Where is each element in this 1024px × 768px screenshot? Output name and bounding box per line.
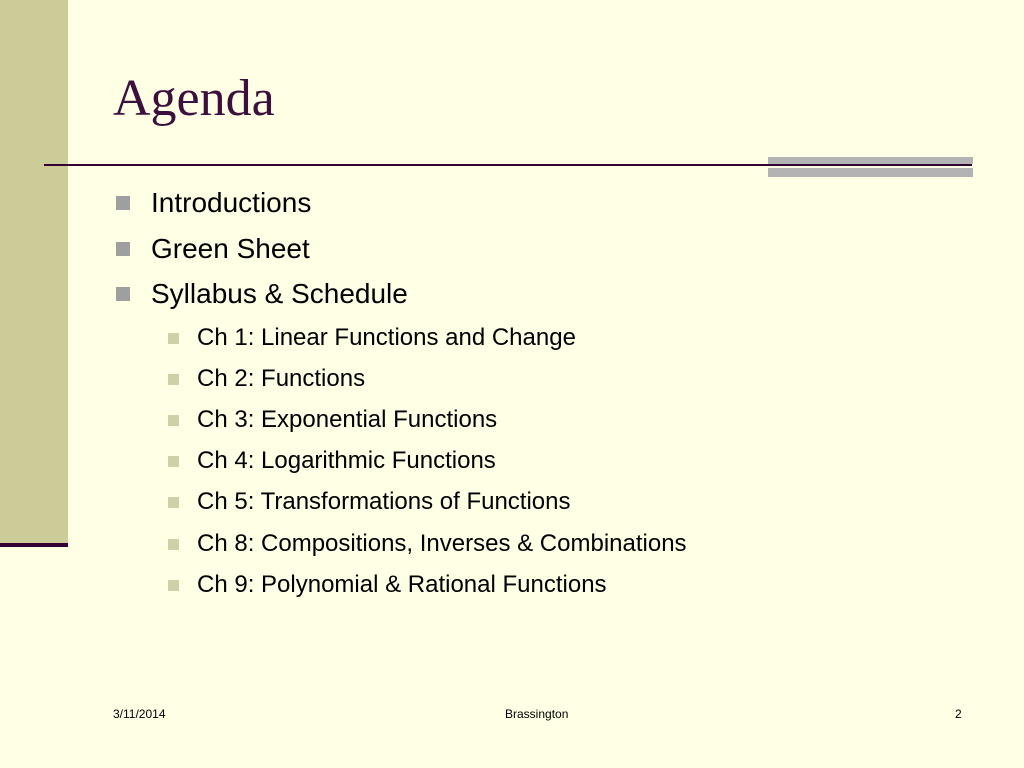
bullet-label: Syllabus & Schedule: [151, 278, 408, 309]
footer-page-number: 2: [955, 707, 962, 721]
sub-bullet-label: Ch 5: Transformations of Functions: [197, 488, 571, 516]
small-square-bullet-icon: [168, 497, 179, 508]
agenda-bullet-list: [115, 180, 687, 605]
small-square-bullet-icon: [168, 580, 179, 591]
sub-bullet-label: Ch 8: Compositions, Inverses & Combinations: [197, 529, 687, 557]
chapter-sub-bullet-list: [166, 317, 687, 605]
sub-bullet-label: Ch 2: Functions: [197, 364, 366, 392]
left-decorative-band: [0, 0, 68, 545]
bullet-green-sheet: [115, 226, 636, 272]
title-underline-rule: [44, 164, 972, 166]
small-square-bullet-icon: [168, 456, 179, 467]
small-square-bullet-icon: [168, 539, 179, 550]
sub-bullet-ch9: [166, 564, 687, 605]
bullet-label: Green Sheet: [151, 232, 310, 264]
sub-bullet-ch1: [166, 317, 687, 358]
square-bullet-icon: [116, 287, 130, 301]
gray-accent-bar-top: [768, 157, 973, 164]
slide-title: Agenda: [113, 70, 275, 127]
small-square-bullet-icon: [168, 333, 179, 344]
small-square-bullet-icon: [168, 374, 179, 385]
sub-bullet-label: Ch 4: Logarithmic Functions: [197, 447, 496, 475]
sub-bullet-label: Ch 9: Polynomial & Rational Functions: [197, 570, 607, 598]
bullet-label: Introductions: [151, 187, 312, 218]
sub-bullet-ch5: [166, 481, 687, 522]
footer-date: 3/11/2014: [113, 707, 166, 721]
square-bullet-icon: [116, 196, 130, 210]
sub-bullet-ch4: [166, 440, 687, 481]
footer-author: Brassington: [505, 707, 569, 721]
sub-bullet-ch2: [166, 358, 687, 399]
chapter-list-container: [115, 317, 687, 605]
small-square-bullet-icon: [168, 415, 179, 426]
sub-bullet-label: Ch 1: Linear Functions and Change: [197, 323, 576, 351]
sub-bullet-label: Ch 3: Exponential Functions: [197, 405, 498, 433]
left-accent-line: [0, 543, 68, 547]
square-bullet-icon: [116, 242, 130, 256]
sub-bullet-ch8: [166, 523, 687, 564]
bullet-syllabus-schedule: [115, 271, 636, 317]
sub-bullet-ch3: [166, 399, 687, 440]
gray-accent-bar-bottom: [768, 168, 973, 177]
bullet-introductions: [115, 180, 636, 226]
